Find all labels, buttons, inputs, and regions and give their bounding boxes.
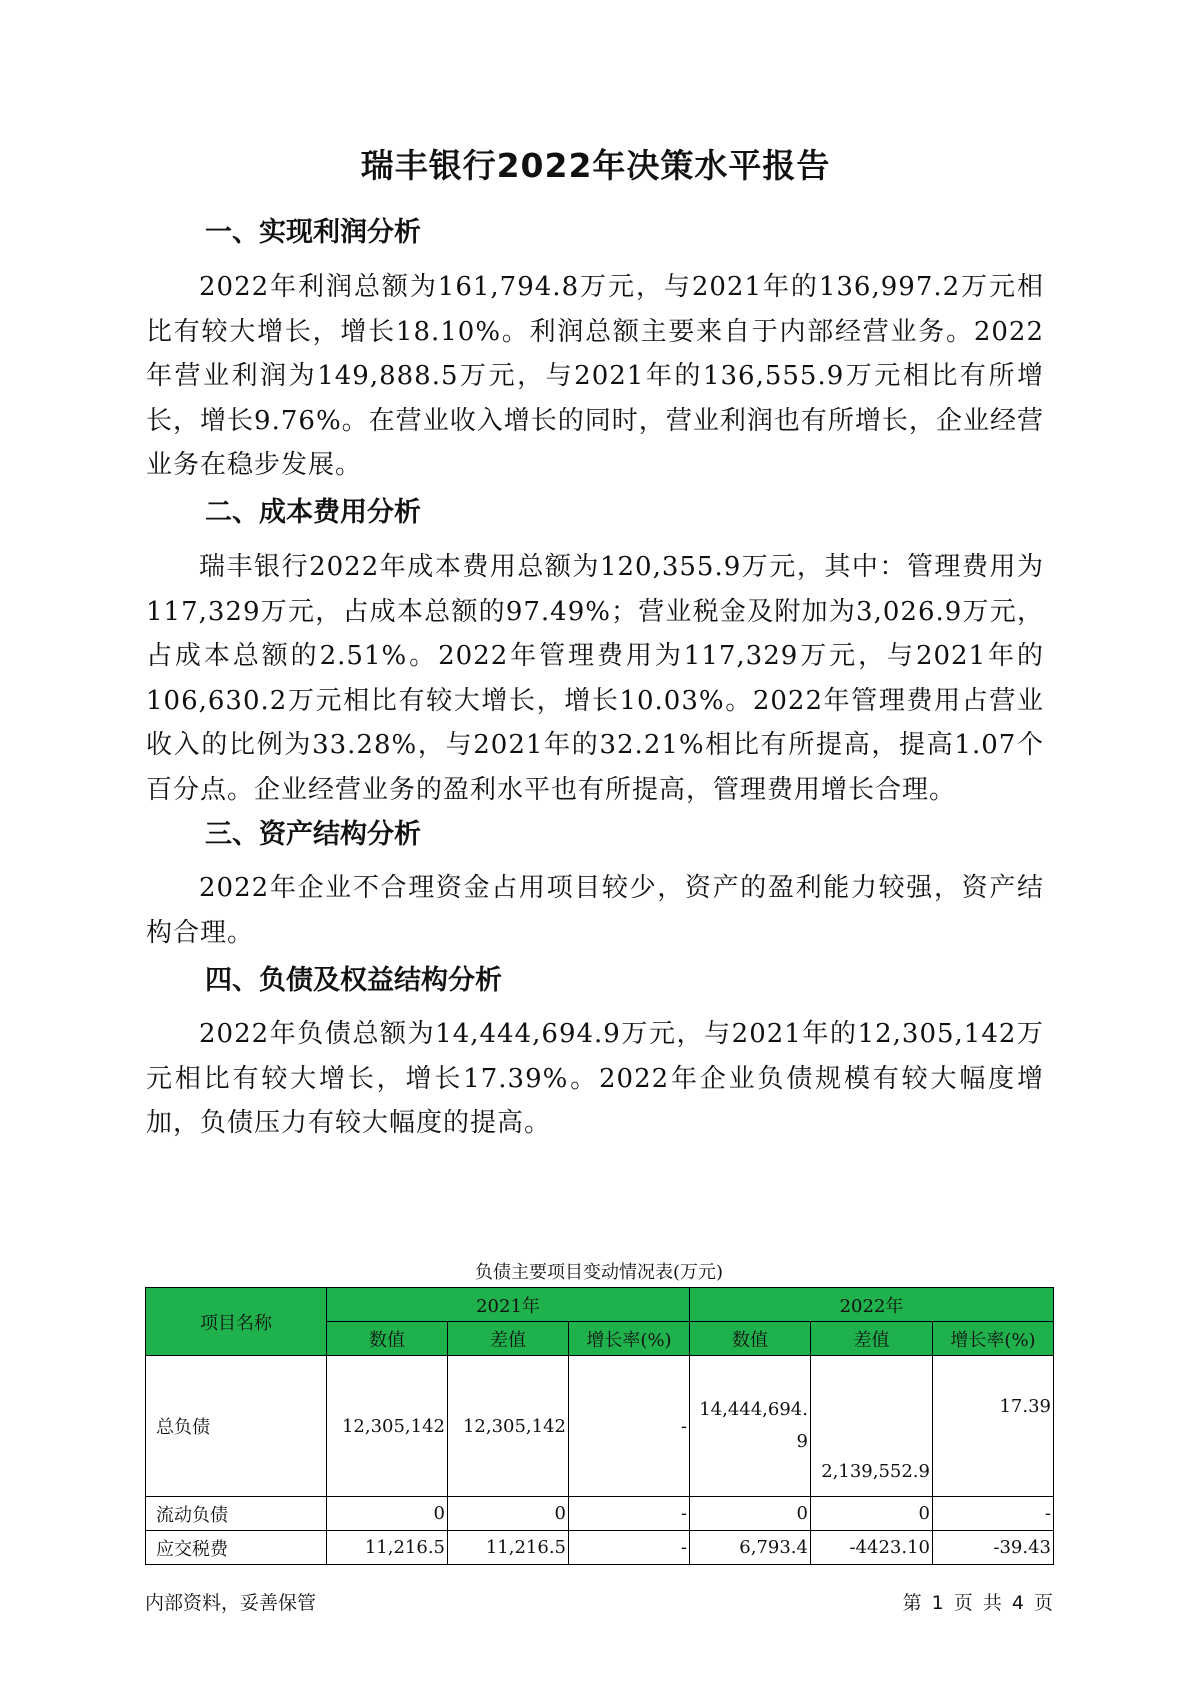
cell-rate-2021: - xyxy=(569,1356,690,1497)
footer-page-number: 第 1 页 共 4 页 xyxy=(902,1592,1053,1614)
header-year-2021: 2021年 xyxy=(327,1288,690,1322)
cell-value-2021: 12,305,142 xyxy=(327,1356,448,1497)
header-year-2022: 2022年 xyxy=(690,1288,1054,1322)
cell-value-2022: 14,444,694.9 xyxy=(690,1356,811,1497)
document-title: 瑞丰银行2022年决策水平报告 xyxy=(360,146,831,185)
cell-diff-2022: 2,139,552.9 xyxy=(811,1356,933,1497)
cell-diff-2021: 11,216.5 xyxy=(448,1531,569,1565)
cell-name: 总负债 xyxy=(146,1356,327,1497)
cell-value-2022: 0 xyxy=(690,1497,811,1531)
table-row xyxy=(146,1356,1054,1497)
section-paragraph-assets: 2022年企业不合理资金占用项目较少，资产的盈利能力较强，资产结构合理。 xyxy=(146,873,1044,948)
cell-value-2021: 11,216.5 xyxy=(327,1531,448,1565)
cell-diff-2021: 0 xyxy=(448,1497,569,1531)
section-heading-profit: 一、实现利润分析 xyxy=(205,217,421,248)
header-diff-2022: 差值 xyxy=(811,1322,933,1356)
cell-diff-2021: 12,305,142 xyxy=(448,1356,569,1497)
cell-rate-2022: - xyxy=(933,1497,1054,1531)
liabilities-table xyxy=(145,1287,1054,1565)
header-rate-2022: 增长率(%) xyxy=(933,1322,1054,1356)
header-diff-2021: 差值 xyxy=(448,1322,569,1356)
cell-value-2022: 6,793.4 xyxy=(690,1531,811,1565)
cell-rate-2022: 17.39 xyxy=(933,1356,1054,1497)
cell-value-2021: 0 xyxy=(327,1497,448,1531)
header-value-2022: 数值 xyxy=(690,1322,811,1356)
table-row xyxy=(146,1531,1054,1565)
table-caption: 负债主要项目变动情况表(万元) xyxy=(474,1262,724,1283)
cell-name: 流动负债 xyxy=(146,1497,327,1531)
table-row xyxy=(146,1497,1054,1531)
header-item-name: 项目名称 xyxy=(146,1288,327,1356)
header-rate-2021: 增长率(%) xyxy=(569,1322,690,1356)
cell-diff-2022: -4423.10 xyxy=(811,1531,933,1565)
section-paragraph-cost: 瑞丰银行2022年成本费用总额为120,355.9万元，其中：管理费用为117,329万元，占成本总额的97.49%；营业税金及附加为3,026.9万元，占成本总额的2.51%。2022年管理费用为117,329万元，与2021年的106,630.2万元相比有较大增长，增长10.03%。2022年管理费用占营业收入的比例为33.28%，与2021年的32.21%相比有所提高，提高1.07个百分点。企业经营业务的盈利水平也有所提高，管理费用增长合理。 xyxy=(146,552,1044,805)
cell-rate-2021: - xyxy=(569,1531,690,1565)
section-heading-liabilities: 四、负债及权益结构分析 xyxy=(205,965,502,996)
section-heading-cost: 二、成本费用分析 xyxy=(205,497,421,528)
cell-name: 应交税费 xyxy=(146,1531,327,1565)
section-paragraph-profit: 2022年利润总额为161,794.8万元，与2021年的136,997.2万元相比有较大增长，增长18.10%。利润总额主要来自于内部经营业务。2022年营业利润为149,888.5万元，与2021年的136,555.9万元相比有所增长，增长9.76%。在营业收入增长的同时，营业利润也有所增长，企业经营业务在稳步发展。 xyxy=(146,272,1044,480)
cell-rate-2021: - xyxy=(569,1497,690,1531)
footer-confidential-note: 内部资料，妥善保管 xyxy=(145,1592,317,1614)
header-value-2021: 数值 xyxy=(327,1322,448,1356)
cell-rate-2022: -39.43 xyxy=(933,1531,1054,1565)
section-heading-assets: 三、资产结构分析 xyxy=(205,819,421,850)
section-paragraph-liabilities: 2022年负债总额为14,444,694.9万元，与2021年的12,305,142万元相比有较大增长，增长17.39%。2022年企业负债规模有较大幅度增加，负债压力有较大幅度的提高。 xyxy=(146,1019,1044,1138)
cell-diff-2022: 0 xyxy=(811,1497,933,1531)
